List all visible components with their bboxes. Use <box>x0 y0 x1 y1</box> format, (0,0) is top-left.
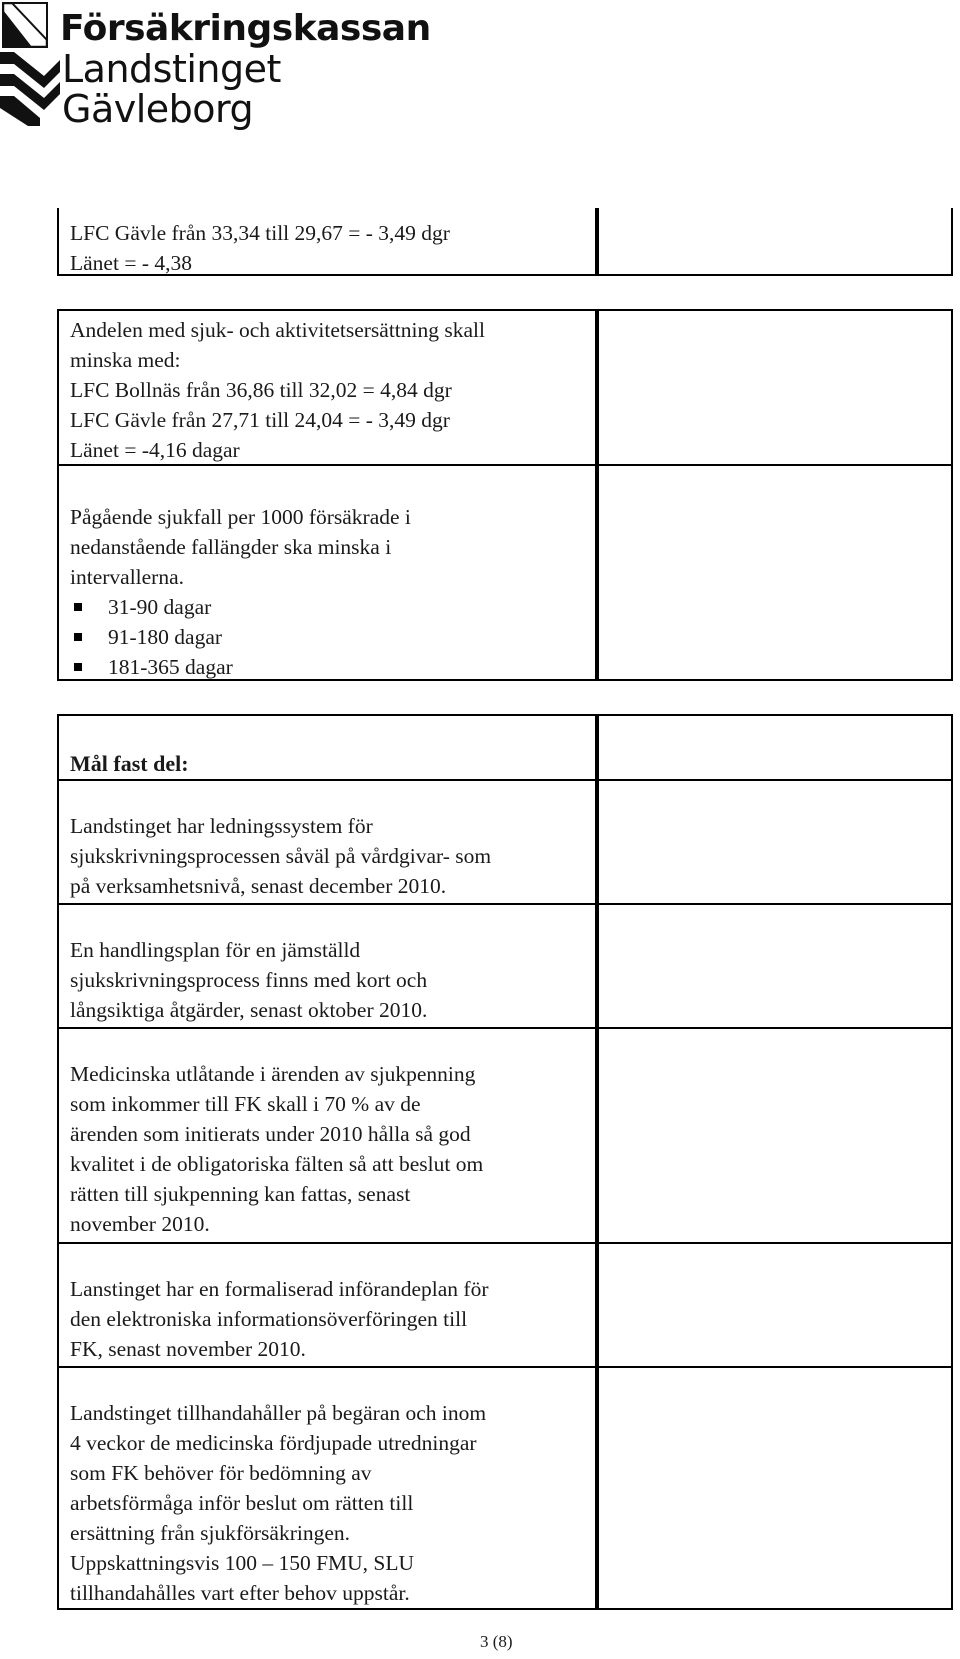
section-lfc-gavle-text <box>70 218 450 278</box>
text-line: på verksamhetsnivå, senast december 2010. <box>70 874 447 898</box>
table-cell-right <box>597 208 953 276</box>
text-line: Andelen med sjuk- och aktivitetsersättning skall <box>70 318 485 342</box>
table-cell-right <box>597 781 953 905</box>
text-line: LFC Bollnäs från 36,86 till 32,02 = 4,84 dgr <box>70 378 452 402</box>
page-number: 3 (8) <box>480 1632 513 1651</box>
table-cell-right <box>597 1244 953 1368</box>
text-line: som inkommer till FK skall i 70 % av de <box>70 1092 421 1116</box>
text-line: rätten till sjukpenning kan fattas, senast <box>70 1182 411 1206</box>
text-line: ärenden som initierats under 2010 hålla så god <box>70 1122 471 1146</box>
text-line: LFC Gävle från 27,71 till 24,04 = - 3,49 dgr <box>70 408 450 432</box>
text-line: sjukskrivningsprocess finns med kort och <box>70 968 428 992</box>
text-line: långsiktiga åtgärder, senast oktober 2010. <box>70 998 428 1022</box>
brand-forsakringskassan: Försäkringskassan <box>60 8 431 49</box>
table-cell-right <box>597 466 953 681</box>
list-item-label: 181-365 dagar <box>108 655 233 679</box>
brand-gavleborg: Gävleborg <box>62 87 254 131</box>
list-item-label: 31-90 dagar <box>108 595 212 619</box>
section-inforandeplan-text <box>70 1274 488 1364</box>
text-line: november 2010. <box>70 1212 210 1236</box>
square-bullet-icon <box>74 603 82 611</box>
text-line: minska med: <box>70 348 181 372</box>
text-line: den elektroniska informationsöverföringen till <box>70 1307 468 1331</box>
text-line: Lanstinget har en formaliserad införandeplan för <box>70 1277 489 1301</box>
section-handlingsplan-text <box>70 935 427 1025</box>
list-item <box>70 652 233 682</box>
section-sjuk-aktivitet-text <box>70 315 485 465</box>
square-bullet-icon <box>74 633 82 641</box>
text-line: 4 veckor de medicinska fördjupade utredningar <box>70 1431 477 1455</box>
text-line: Landstinget har ledningssystem för <box>70 814 373 838</box>
table-cell-right <box>597 309 953 466</box>
interval-bullet-list <box>70 592 233 682</box>
section-ledningssystem-text <box>70 811 491 901</box>
section-fmu-text <box>70 1398 486 1608</box>
table-cell-right <box>597 905 953 1029</box>
text-line: tillhandahålles vart efter behov uppstår. <box>70 1581 410 1605</box>
text-line: kvalitet i de obligatoriska fälten så att beslut om <box>70 1152 484 1176</box>
list-item <box>70 592 233 622</box>
section-heading-mal-fast-del: Mål fast del: <box>70 751 189 776</box>
section-medicinska-utlatande-text <box>70 1059 483 1239</box>
text-line: intervallerna. <box>70 565 185 589</box>
forsakringskassan-logo-icon <box>2 2 48 48</box>
text-line: LFC Gävle från 33,34 till 29,67 = - 3,49 dgr <box>70 221 450 245</box>
text-line: Medicinska utlåtande i ärenden av sjukpenning <box>70 1062 476 1086</box>
text-line: som FK behöver för bedömning av <box>70 1461 372 1485</box>
text-line: FK, senast november 2010. <box>70 1337 306 1361</box>
text-line: sjukskrivningsprocessen såväl på vårdgivar- som <box>70 844 492 868</box>
landstinget-logo-icon <box>0 50 62 126</box>
list-item-label: 91-180 dagar <box>108 625 223 649</box>
text-line: ersättning från sjukförsäkringen. <box>70 1521 351 1545</box>
text-line: Pågående sjukfall per 1000 försäkrade i <box>70 505 411 529</box>
table-cell-right <box>597 1029 953 1244</box>
text-line: nedanstående fallängder ska minska i <box>70 535 392 559</box>
text-line: Länet = -4,16 dagar <box>70 438 240 462</box>
square-bullet-icon <box>74 663 82 671</box>
text-line: arbetsförmåga inför beslut om rätten till <box>70 1491 414 1515</box>
section-pagaende-sjukfall-text <box>70 502 411 592</box>
list-item <box>70 622 233 652</box>
text-line: En handlingsplan för en jämställd <box>70 938 361 962</box>
brand-landstinget: Landstinget <box>62 47 281 91</box>
text-line: Landstinget tillhandahåller på begäran och inom <box>70 1401 487 1425</box>
header-logo <box>0 0 431 140</box>
table-cell-right <box>597 714 953 781</box>
text-line: Länet = - 4,38 <box>70 251 192 275</box>
text-line: Uppskattningsvis 100 – 150 FMU, SLU <box>70 1551 415 1575</box>
table-cell-right <box>597 1368 953 1610</box>
